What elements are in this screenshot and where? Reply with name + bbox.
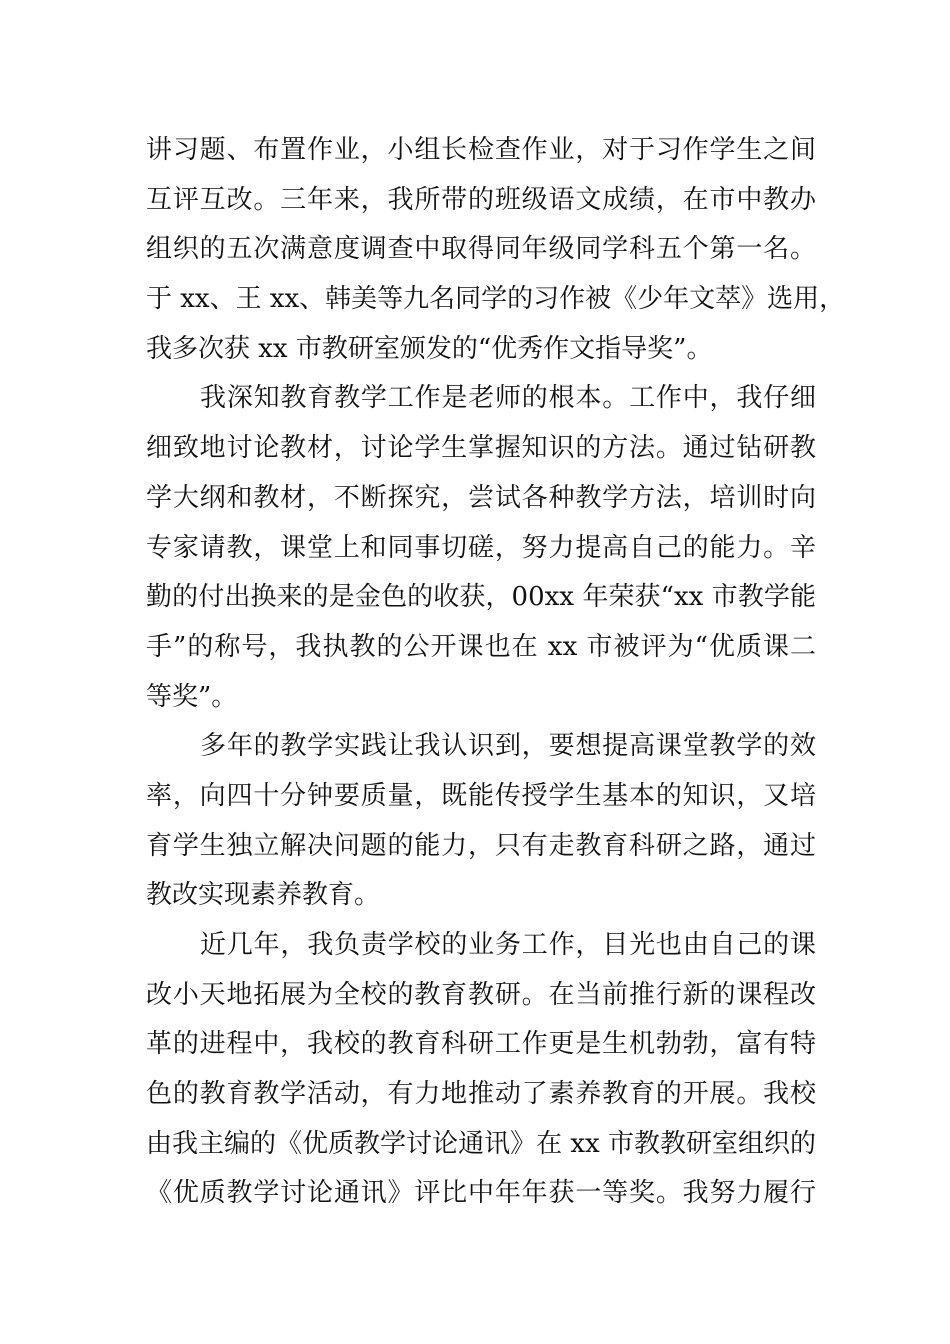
text-line: 色的教育教学活动，有力地推动了素养教育的开展。我校	[146, 1079, 816, 1110]
text-line: 率，向四十分钟要质量，既能传授学生基本的知识，又培	[146, 780, 816, 811]
text-line: 教改实现素养教育。	[146, 880, 381, 911]
text-line: 手”的称号，我执教的公开课也在 xx 市被评为“优质课二	[146, 631, 816, 662]
text-line: 多年的教学实践让我认识到，要想提高课堂教学的效	[200, 731, 816, 762]
text-line: 勤的付出换来的是金色的收获，00xx 年荣获“xx 市教学能	[146, 582, 816, 613]
text-line: 专家请教，课堂上和同事切磋，努力提高自己的能力。辛	[146, 532, 816, 563]
text-line: 组织的五次满意度调查中取得同年级同学科五个第一名。	[146, 234, 816, 265]
text-line: 我深知教育教学工作是老师的根本。工作中，我仔细	[200, 383, 816, 414]
text-line: 育学生独立解决问题的能力，只有走教育科研之路，通过	[146, 830, 816, 861]
text-line: 互评互改。三年来，我所带的班级语文成绩，在市中教办	[146, 184, 816, 215]
paragraph-2	[146, 374, 816, 722]
text-line: 《优质教学讨论通讯》评比中年年获一等奖。我努力履行	[146, 1178, 816, 1209]
text-line: 由我主编的《优质教学讨论通讯》在 xx 市教教研室组织的	[146, 1128, 816, 1159]
paragraph-4	[146, 921, 816, 1219]
text-line: 我多次获 xx 市教研室颁发的“优秀作文指导奖”。	[146, 333, 713, 364]
text-line: 革的进程中，我校的教育科研工作更是生机勃勃，富有特	[146, 1029, 816, 1060]
paragraph-1	[146, 126, 846, 374]
text-line: 细致地讨论教材，讨论学生掌握知识的方法。通过钻研教	[146, 433, 816, 464]
text-line: 于 xx、王 xx、韩美等九名同学的习作被《少年文萃》选用，	[146, 284, 846, 315]
text-line: 等奖”。	[146, 681, 238, 712]
text-line: 近几年，我负责学校的业务工作，目光也由自己的课	[200, 930, 816, 960]
paragraph-3	[146, 722, 816, 921]
text-line: 改小天地拓展为全校的教育教研。在当前推行新的课程改	[146, 979, 816, 1010]
document-body	[146, 126, 846, 1219]
text-line: 讲习题、布置作业，小组长检查作业，对于习作学生之间	[146, 135, 816, 165]
text-line: 学大纲和教材，不断探究，尝试各种教学方法，培训时向	[146, 482, 816, 513]
